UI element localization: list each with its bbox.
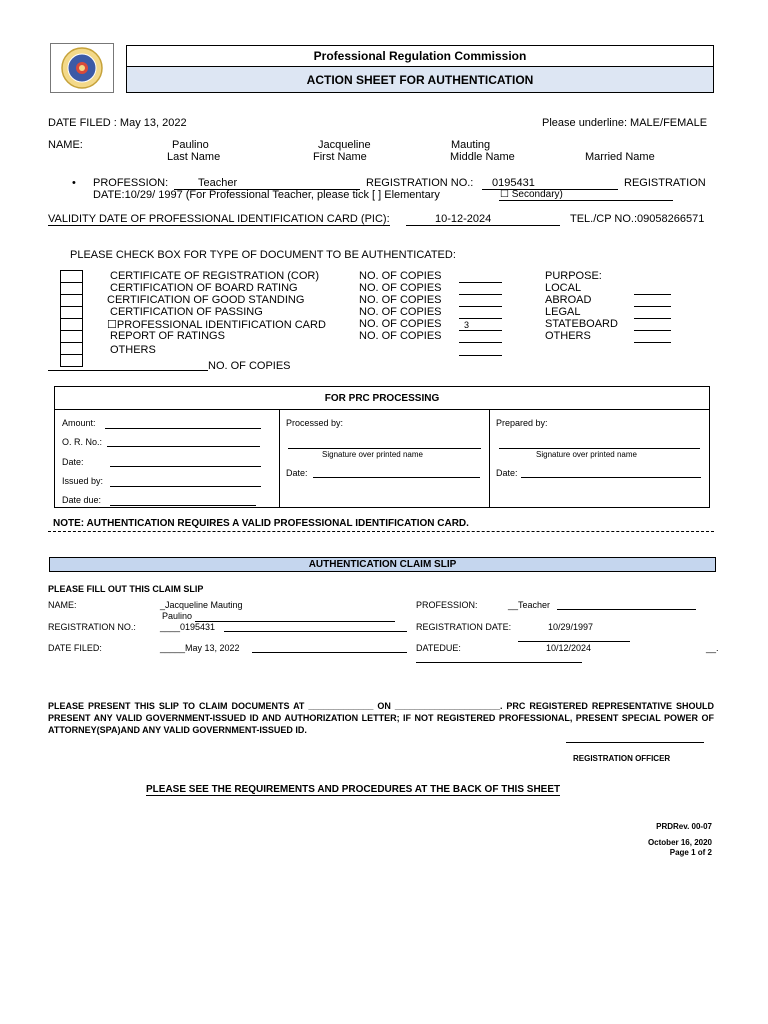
claim-datedue-tail: __. [706,643,719,653]
first-name-label: First Name [313,151,367,163]
processing-title: FOR PRC PROCESSING [55,387,709,410]
date-label: Date: [496,468,518,478]
doc-label: CERTIFICATE OF REGISTRATION (COR) [110,270,319,282]
claim-reg-no-value[interactable]: ____0195431 [160,622,216,632]
registration-officer-label: REGISTRATION OFFICER [573,754,671,763]
checkbox-extra[interactable] [60,354,83,367]
claim-date-filed-value[interactable]: _____May 13, 2022 [160,643,240,653]
check-prompt: PLEASE CHECK BOX FOR TYPE OF DOCUMENT TO BE AUTHENTICATED: [70,249,456,261]
claim-date-filed-label: DATE FILED: [48,643,102,653]
copies-label: NO. OF COPIES [359,294,442,306]
or-no-label: O. R. No.: [62,437,103,447]
claim-reg-date-value[interactable]: 10/29/1997 [548,622,594,632]
pic-note: NOTE: AUTHENTICATION REQUIRES A VALID PROFESSIONAL IDENTIFICATION CARD. [53,518,469,529]
checkbox-cor[interactable] [60,270,83,282]
checkbox-ratings[interactable] [60,330,83,342]
date-filed: DATE FILED : May 13, 2022 [48,117,187,129]
claim-name-label: NAME: [48,600,77,610]
middle-name-label: Middle Name [450,151,515,163]
purpose-option[interactable]: STATEBOARD [545,318,618,330]
copies-label: NO. OF COPIES [359,270,442,282]
reg-date-line: DATE:10/29/ 1997 (For Professional Teacher, please tick [ ] Elementary [93,189,440,201]
sig-caption: Signature over printed name [322,450,423,459]
date-due-label: Date due: [62,495,102,505]
issued-by-label: Issued by: [62,476,104,486]
copies-label: NO. OF COPIES [359,282,442,294]
claim-datedue-value[interactable]: 10/12/2024 [546,643,592,653]
doc-label: REPORT OF RATINGS [110,330,225,342]
checkbox-good-standing[interactable] [60,294,83,306]
middle-name-value: Mauting [451,139,491,151]
reg-no-value[interactable]: 0195431 [492,177,535,189]
purpose-option[interactable]: LEGAL [545,306,581,318]
doc-label: CERTIFICATION OF BOARD RATING [110,282,298,294]
claim-reg-no-label: REGISTRATION NO.: [48,622,136,632]
registration-label: REGISTRATION [624,177,706,189]
pic-copies-value[interactable]: 3 [464,320,470,330]
checkbox-board-rating[interactable] [60,282,83,294]
prepared-by-label: Prepared by: [496,418,548,428]
last-name-value: Paulino [172,139,209,151]
processed-by-label: Processed by: [286,418,344,428]
see-requirements-note: PLEASE SEE THE REQUIREMENTS AND PROCEDURES AT THE BACK OF THIS SHEET [146,784,561,795]
profession-value[interactable]: Teacher [198,177,238,189]
purpose-option[interactable]: LOCAL [545,282,582,294]
purpose-label: PURPOSE: [545,270,602,282]
last-name-label: Last Name [167,151,221,163]
validity-label: VALIDITY DATE OF PROFESSIONAL IDENTIFICATION CARD (PIC): [48,213,390,225]
org-name: Professional Regulation Commission [127,46,713,67]
claim-name-value-2[interactable]: Paulino [162,611,193,621]
profession-label: PROFESSION: [93,177,169,189]
form-date: October 16, 2020 [647,838,712,847]
gender-prompt: Please underline: MALE/FEMALE [542,117,708,129]
cut-line [48,531,714,532]
claim-datedue-label: DATEDUE: [416,643,461,653]
bullet: • [72,177,76,189]
prc-logo [50,43,114,93]
doc-label: CERTIFICATION OF PASSING [110,306,263,318]
copies-label: NO. OF COPIES [359,330,442,342]
married-name-label: Married Name [585,151,655,163]
date-label: Date: [286,468,308,478]
first-name-value: Jacqueline [318,139,371,151]
doc-label: CERTIFICATION OF GOOD STANDING [107,294,305,306]
present-instructions: PLEASE PRESENT THIS SLIP TO CLAIM DOCUMENTS AT _____________ ON _____________________. PRC REGISTERED REPRESENTATIVE SHOULD PRESENT ANY VALID GOVERNMENT-ISSUED ID AND AUTHORIZATION LETTER; IF NOT REGISTERED PROFESSIONAL, PRESENT SPECIAL POWER OF ATTORNEY(SPA)AND ANY VALID GOVERNMENT-ISSUED ID. [48,701,714,735]
checkbox-passing[interactable] [60,306,83,318]
page-number: Page 1 of 2 [669,848,712,857]
prc-processing-table [54,386,710,508]
doc-label: OTHERS [110,344,156,356]
secondary-option[interactable]: ☐ Secondary) [500,189,563,200]
copies-label: NO. OF COPIES [359,306,442,318]
reg-no-label: REGISTRATION NO.: [366,177,474,189]
form-revision: PRDRev. 00-07 [656,822,712,831]
tel-number: TEL./CP NO.:09058266571 [570,213,705,225]
fill-out-instruction: PLEASE FILL OUT THIS CLAIM SLIP [48,584,204,594]
date-label: Date: [62,457,84,467]
purpose-option[interactable]: OTHERS [545,330,591,342]
validity-value[interactable]: 10-12-2024 [435,213,492,225]
checkbox-others[interactable] [60,342,83,354]
form-title: ACTION SHEET FOR AUTHENTICATION [127,67,713,92]
claim-slip-title: AUTHENTICATION CLAIM SLIP [49,557,716,572]
copies-label: NO. OF COPIES [359,318,442,330]
name-label: NAME: [48,139,83,151]
header-box [126,45,714,93]
claim-name-value[interactable]: _Jacqueline Mauting [160,600,243,610]
purpose-option[interactable]: ABROAD [545,294,592,306]
claim-profession-value[interactable]: __Teacher [508,600,551,610]
doc-label: ☐PROFESSIONAL IDENTIFICATION CARD [107,319,326,331]
amount-label: Amount: [62,418,96,428]
claim-reg-date-label: REGISTRATION DATE: [416,622,512,632]
document-checkboxes [60,270,81,367]
prc-seal-icon [51,44,113,92]
claim-profession-label: PROFESSION: [416,600,478,610]
sig-caption: Signature over printed name [536,450,637,459]
other-copies-label: NO. OF COPIES [208,360,291,372]
checkbox-pic[interactable] [60,318,83,330]
